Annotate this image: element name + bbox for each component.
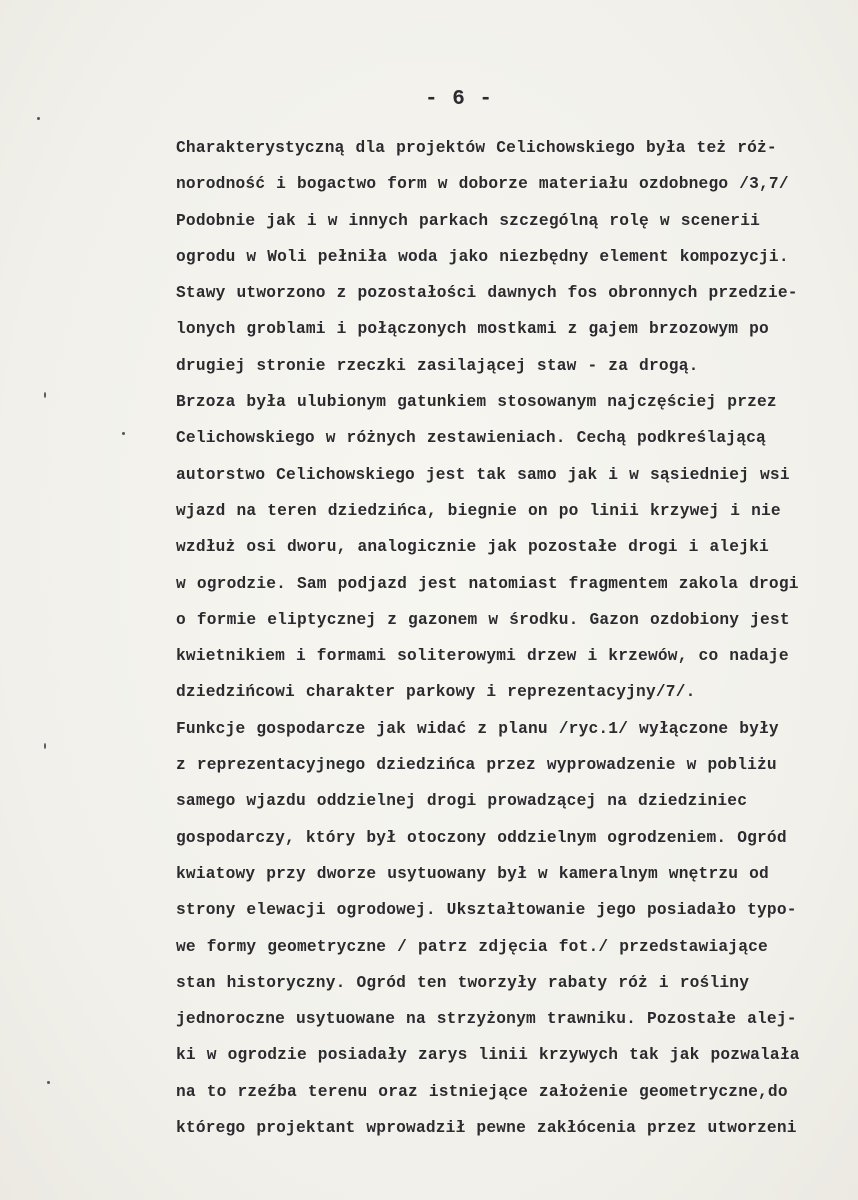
- text-line: jednoroczne usytuowane na strzyżonym trawniku. Pozostałe alej-: [176, 1010, 797, 1029]
- margin-speck: [47, 1081, 50, 1084]
- text-line: o formie eliptycznej z gazonem w środku. Gazon ozdobiony jest: [176, 610, 790, 629]
- margin-speck: [44, 392, 46, 398]
- text-line: którego projektant wprowadził pewne zakłócenia przez utworzeni: [176, 1119, 797, 1138]
- body-text: [176, 130, 848, 1146]
- text-line: ogrodu w Woli pełniła woda jako niezbędny element kompozycji.: [176, 247, 789, 266]
- text-line: autorstwo Celichowskiego jest tak samo jak i w sąsiedniej wsi: [176, 465, 790, 484]
- text-line: Stawy utworzono z pozostałości dawnych fos obronnych przedzie-: [176, 284, 798, 303]
- text-line: na to rzeźba terenu oraz istniejące założenie geometryczne,do: [176, 1082, 788, 1101]
- text-line: Funkcje gospodarcze jak widać z planu /ryc.1/ wyłączone były: [176, 719, 779, 738]
- text-line: lonych groblami i połączonych mostkami z gajem brzozowym po: [176, 320, 769, 339]
- text-line: dziedzińcowi charakter parkowy i reprezentacyjny/7/.: [176, 683, 696, 702]
- text-line: stan historyczny. Ogród ten tworzyły rabaty róż i rośliny: [176, 973, 750, 992]
- text-line: kwiatowy przy dworze usytuowany był w kameralnym wnętrzu od: [176, 864, 769, 883]
- margin-speck: [44, 743, 46, 749]
- text-line: samego wjazdu oddzielnej drogi prowadzącej na dziedziniec: [176, 792, 748, 811]
- text-line: ki w ogrodzie posiadały zarys linii krzywych tak jak pozwalała: [176, 1046, 800, 1065]
- margin-speck: [37, 117, 40, 120]
- text-line: Charakterystyczną dla projektów Celichowskiego była też róż-: [176, 139, 777, 157]
- text-line: strony elewacji ogrodowej. Ukształtowanie jego posiadało typo-: [176, 901, 797, 920]
- margin-speck: [122, 432, 125, 435]
- text-line: gospodarczy, który był otoczony oddzielnym ogrodzeniem. Ogród: [176, 828, 787, 847]
- text-line: kwietnikiem i formami soliterowymi drzew i krzewów, co nadaje: [176, 647, 789, 666]
- text-line: we formy geometryczne / patrz zdjęcia fot./ przedstawiające: [176, 937, 768, 956]
- text-line: w ogrodzie. Sam podjazd jest natomiast fragmentem zakola drogi: [176, 574, 799, 593]
- text-line: wzdłuż osi dworu, analogicznie jak pozostałe drogi i alejki: [176, 538, 769, 557]
- page-number: - 6 -: [424, 88, 493, 111]
- text-line: norodność i bogactwo form w doborze materiału ozdobnego /3,7/: [176, 175, 789, 194]
- text-line: drugiej stronie rzeczki zasilającej staw - za drogą.: [176, 356, 699, 375]
- text-line: wjazd na teren dziedzińca, biegnie on po linii krzywej i nie: [176, 501, 781, 520]
- text-line: Podobnie jak i w innych parkach szczególną rolę w scenerii: [176, 211, 761, 230]
- text-line: Brzoza była ulubionym gatunkiem stosowanym najczęściej przez: [176, 393, 777, 412]
- text-line: Celichowskiego w różnych zestawieniach. Cechą podkreślającą: [176, 429, 766, 448]
- text-line: z reprezentacyjnego dziedzińca przez wyprowadzenie w pobliżu: [176, 756, 777, 775]
